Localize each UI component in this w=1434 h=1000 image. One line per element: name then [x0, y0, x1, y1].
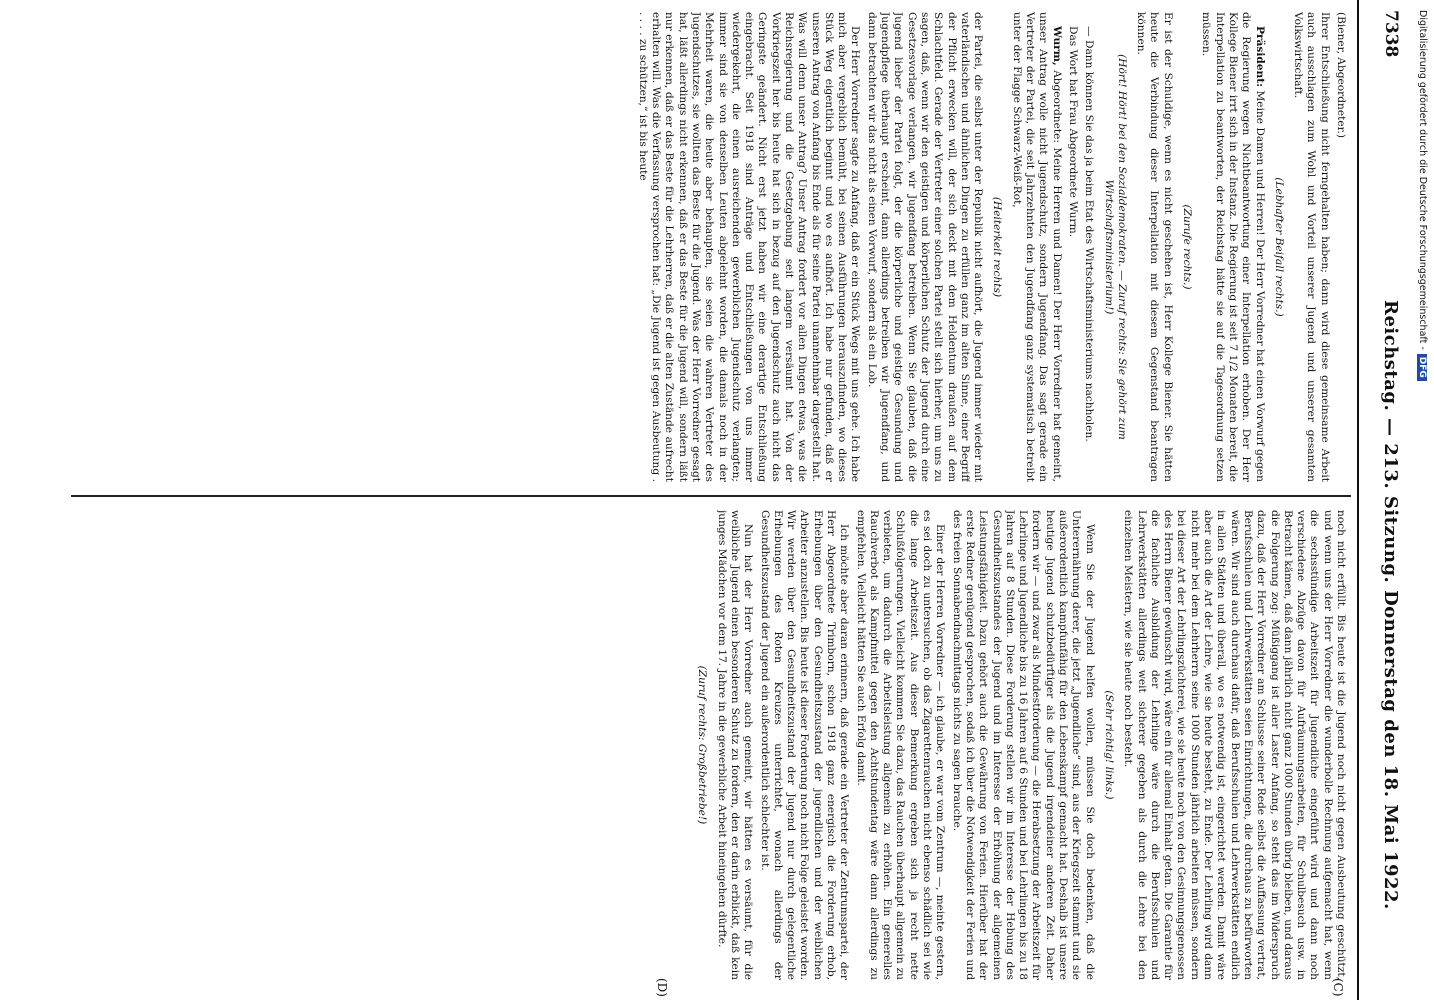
interjection-note: (Sehr richtig! links.): [1102, 690, 1115, 800]
page-number: 7338: [1381, 10, 1401, 58]
digitization-credit: [1410, 10, 1428, 990]
credit-text: Digitalisierung gefördert durch die Deutsche Forschungsgemeinschaft -: [1417, 10, 1428, 350]
speaker-label: Präsident:: [1253, 26, 1266, 88]
speaker-reference: (Biener, Abgeordneter.): [1335, 12, 1347, 139]
paragraph: Wenn Sie der Jugend helfen wollen, müssen Sie doch bedenken, daß die Unterernährung derer, die jetzt „Jugendliche“ sind, aus der Kriegszeit stammt und sie außerordentlich kampfunfähig für den Lebenskampf gemacht hat. Deshalb ist unsere heutige Jugend schutzbedürftiger als die Jugend irgendeiner anderen Zeit. Daher fordern wir — und zwar als Mindestforderung — die Herabsetzung der Arbeitszeit für Lehrlinge und Jugendliche bis zu 16 Jahren auf 6 Stunden und bei Lehrlingen bis zu 18 Jahren auf 8 Stunden. Diese Forderung stellen wir im Interesse der Hebung des Gesundheitszustandes der Jugend und im Interesse der Erhöhung der allgemeinen Leistungsfähigkeit. Dazu gehört auch die Gewährung von Ferien. Hierüber hat der erste Redner genügend gesprochen, sodaß ich über die Notwendigkeit der Ferien und des freien Sonnabendnachmittags nichts zu sagen brauche.: [950, 510, 1096, 980]
president-paragraph: [1199, 12, 1265, 482]
document-page: [52, 0, 1417, 1000]
right-column: [77, 510, 1347, 980]
margin-mark-d: (D): [655, 978, 669, 997]
paragraph: Nun hat der Herr Vorredner auch gemeint, wir hätten es versäumt, für die weibliche Jugend einen besonderen Schutz zu fordern, den er darin erblickt, daß kein junges Mädchen vor dem 17. Jahre in die gewerbliche Arbeit hineingehen dürfte.: [715, 510, 755, 980]
paragraph: — Dann können Sie das ja beim Etat des Wirtschaftsministeriums nachholen.: [1083, 26, 1096, 442]
page-header: [1357, 0, 1417, 1000]
paragraph: Einer der Herren Vorredner — ich glaube, er war vom Zentrum —, meinte gestern, es sei doch zu untersuchen, ob das Zigarettenrauchen nicht ebenso schädlich sei wie die lange Arbeitszeit. Aus dieser Bemerkung ergeben sich ja recht nette Schlußfolgerungen. Vielleicht kommen Sie dazu, das Rauchen überhaupt allgemein zu verbieten, um dadurch die Arbeitsleistung allgemein zu erhöhen. Ein generelles Rauchverbot als Kampfmittel gegen den Achtstundentag wäre dann allerdings zu empfehlen. Vielleicht hätten Sie auch Erfolg damit.: [854, 510, 947, 980]
paragraph: Ihrer Entschließung nicht ferngehalten haben; dann wird diese gemeinsame Arbeit auch ausschlagen zum Wohl und Vorteil unserer Jugend und unserer gesamten Volkswirtschaft.: [1292, 12, 1331, 482]
paragraph: Der Herr Vorredner sagte zu Anfang, daß er ein Stück Wegs mit uns gehe. Ich habe mich aber vergeblich bemüht, bei seinen Ausführungen herauszufinden, wo dieses Stück Weg eigentlich beginnt und wo es aufhört. Ich habe nur gefunden, daß er unseren Antrag von Anfang bis Ende als für seine Partei unannehmbar dargestellt hat. Was will denn unser Antrag? Unser Antrag fordert vor allen Dingen etwas, was die Reichsregierung und die Gesetzgebung seit langem versäumt hat. Von der Vorkriegszeit her bis heute hat sich in bezug auf den Jugendschutz auch nicht das Geringste geändert. Nicht erst jetzt haben wir eine derartige Entschließung eingebracht. Seit 1918 sind Anträge und Entschließungen von uns immer wiedergekehrt, die einen ausreichenden gewerblichen Jugendschutz verlangten; immer sind sie von denselben Leuten abgelehnt worden, die damals noch in der Mehrheit waren, die heute aber behaupten, sie seien die wahren Vertreter des Jugendschutzes, sie wollten das Beste für die Jugend. Was der Herr Vorredner gesagt hat, läßt allerdings nicht erkennen, daß er das Beste für die Jugend will, sondern läßt nur erkennen, daß er das Beste für die Lehrherren, daß er die alten Zustände aufrecht erhalten will. Was die Verfassung versprochen hat: „Die Jugend ist gegen Ausbeutung . . . . . zu schützen,“ ist bis heute: [636, 12, 862, 482]
interjection-note: (Heiterkeit rechts): [991, 196, 1004, 298]
paragraph: Er ist der Schuldige, wenn es nicht geschehen ist, Herr Kollege Biener. Sie hätten heute die Verbindung dieser Interpellation mit diesem Gegenstand beantragen können.: [1135, 12, 1174, 482]
speaker-label: Wurm,: [1050, 26, 1063, 66]
interjection-note: (Hört! Hört! bei den Sozialdemokraten. — Zuruf rechts: Sie gehört zum Wirtschaftsministerium!): [1102, 54, 1128, 440]
digitization-credit-strip: [1412, 10, 1430, 990]
paragraph-text: Meine Damen und Herren! Der Herr Vorredner hat einen Vorwurf gegen die Regierung wegen Nichtbeantwortung einer Interpellation erhoben. Der Herr Kollege Biener irrt sich in der Instanz. Die Regierung ist seit 7 1/2 Monaten bereit, die Interpellation zu beantworten, der Reichstag hätte sie auf die Tagesordnung setzen müssen.: [1200, 12, 1266, 482]
interjection-note: (Zurufe rechts.): [1181, 204, 1194, 290]
paragraph: Ich möchte aber daran erinnern, daß gerade ein Vertreter der Zentrumspartei, der Herr Abgeordnete Trimborn, schon 1918 ganz energisch die Forderung erhob, Erhebungen über den Gesundheitszustand der jugendlichen und der weiblichen Arbeiter anzustellen. Bis heute ist dieser Forderung noch nicht Folge geleistet worden. Wir werden über den Gesundheitszustand der Jugend nur durch gelegentliche Erhebungen des Roten Kreuzes unterrichtet, wonach allerdings der Gesundheitszustand der Jugend ein außerordentlich schlechter ist.: [758, 510, 851, 980]
interjection-note: (Zuruf rechts: Großbetriebe!): [696, 665, 709, 825]
wurm-paragraph: [1009, 12, 1062, 482]
column-divider: [71, 495, 1351, 497]
paragraph-text: Abgeordnete: Meine Herren und Damen! Der Herr Vorredner hat gemeint, unser Antrag wolle nicht Jugendschutz, sondern Jugendfang. Das sagt gerade ein Vertreter der Partei, die seit Jahrzehnten den Jugendfang ganz systematisch betreibt unter der Flagge Schwarz-Weiß-Rot,: [1010, 12, 1063, 482]
paragraph: Das Wort hat Frau Abgeordnete Wurm.: [1066, 26, 1079, 237]
left-column: [77, 12, 1347, 482]
running-title: Reichstag. — 213. Sitzung. Donnerstag den 18. Mai 1922.: [1380, 300, 1401, 910]
applause-note: (Lebhafter Beifall rechts.): [1272, 177, 1285, 317]
paragraph: noch nicht erfüllt. Bis heute ist die Jugend noch nicht gegen Ausbeutung geschützt, und wenn uns der Herr Vorredner die wunderbolle Rechnung aufgemacht hat, wenn die sechsstündige Arbeitszeit für Jugendliche eingeführt wird und dann noch verschiedene Abzüge davon für Aufräumungsarbeiten, für Schulbesuch usw. in Betracht kämen, daß dann jährlich nicht ganz 1000 Stunden übrig bleiben, und daraus die Folgerung zog: Müßiggang ist aller Laster Anfang, so steht das im Widerspruch dazu, daß der Herr Vorredner am Schlusse seiner Rede selbst die Auffassung vertrat, Berufsschulen und Lehrwerkstätten seien Einrichtungen, die durchaus zu befürworten wären. Wir sind auch durchaus dafür, daß Berufsschulen und Lehrwerkstätten endlich in allen Städten und überall, wo es notwendig ist, eingerichtet werden. Damit wäre aber auch die Art der Lehre, wie sie heute besteht, zu Ende. Der Lehrling wird dann nicht mehr bei dem Lehrherrn seine 1000 Stunden jährlich arbeiten müssen, sondern bei dieser Art der Lehrlingszüchterei, wie sie heute noch von den Gesinnungsgenossen des Herrn Biener gewünscht wird, wäre ein für allemal Einhalt getan. Die Garantie für die fachliche Ausbildung der Lehrlinge wäre durch die Berufsschulen und Lehrwerkstätten allerdings weit sicherer gegeben als durch die Lehre bei den einzelnen Meistern, wie sie heute noch besteht.: [1122, 510, 1347, 980]
dfg-logo: DFG: [1417, 354, 1427, 381]
paragraph: der Partei, die selbst unter der Republik nicht aufhört, die Jugend immer wieder mit vaterländischen und ähnlichen Dingen zu erfüllen ganz im alten Sinne, einer Begriff der Pflicht erwecken will, der sich deckt mit dem Heldentum draußen auf dem Schlachtfeld. Gerade der Vertreter einer solchen Partei stellt sich hierher, um uns zu sagen, daß, wenn wir den geistigen und körperlichen Schutz der Jugend durch eine Gesetzesvorlage verlangen, wir Jugendfang betreiben. Wenn Sie glauben, daß die Jugend lieber der Partei folgt, der die körperliche und geistige Gesundung und Jugendpflege überhaupt erscheint, dann allerdings betreiben wir Jugendfang, und dann betrachten wir das nicht als einen Vorwurf, sondern als ein Lob.: [865, 12, 985, 482]
margin-mark-c: (C): [1331, 978, 1345, 997]
